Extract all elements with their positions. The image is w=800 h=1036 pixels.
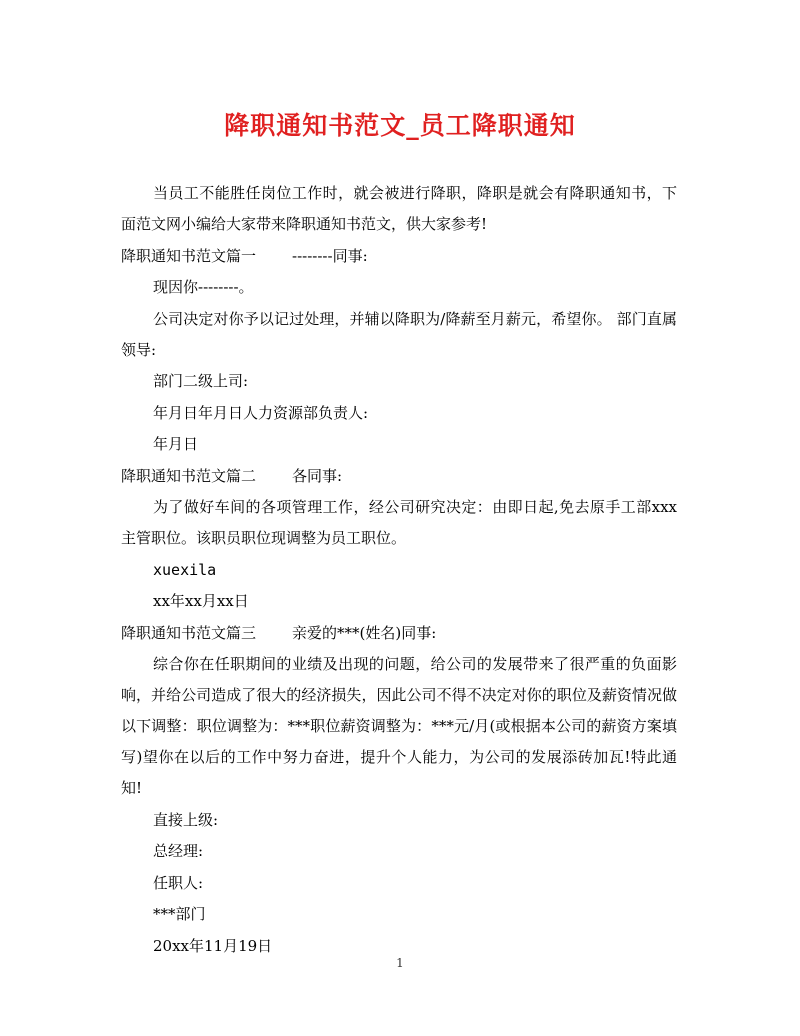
sample1-second-superior: 部门二级上司:: [153, 372, 249, 390]
sample2-heading-line: [121, 461, 677, 492]
sample1-heading-line: [121, 241, 677, 272]
sample1-reason: 现因你--------。: [153, 278, 254, 296]
page-number: 1: [396, 956, 404, 970]
sample3-heading-line: [121, 618, 677, 649]
sample3-body: 综合你在任职期间的业绩及出现的问题，给公司的发展带来了很严重的负面影响，并给公司造成了很大的经济损失，因此公司不得不决定对你的职位及薪资情况做以下调整：职位调整为：***职位薪资调整为：***元/月(或根据本公司的薪资方案填写)望你在以后的工作中努力奋进，提升个人能力，为公司的发展添砖加瓦!特此通知!: [121, 655, 677, 797]
document-body: [121, 178, 677, 962]
intro-paragraph: 当员工不能胜任岗位工作时，就会被进行降职，降职是就会有降职通知书，下面范文网小编给大家带来降职通知书范文，供大家参考!: [121, 184, 677, 233]
sample1-heading: 降职通知书范文篇一: [121, 246, 257, 265]
sample1-salutation: --------同事:: [292, 246, 368, 265]
sample3-general-manager: 总经理:: [153, 842, 204, 860]
sample3-date: 20xx年11月19日: [153, 936, 273, 955]
sample2-heading: 降职通知书范文篇二: [121, 466, 257, 485]
sample3-heading: 降职通知书范文篇三: [121, 623, 257, 642]
document-title: 降职通知书范文_员工降职通知: [224, 111, 576, 140]
sample3-department: ***部门: [153, 905, 206, 923]
sample2-signature: xuexila: [153, 560, 217, 579]
sample1-decision: 公司决定对你予以记过处理，并辅以降职为/降薪至月薪元，希望你。 部门直属领导:: [121, 309, 677, 359]
sample3-employee: 任职人:: [153, 873, 204, 892]
sample1-hr-sign: 年月日年月日人力资源部负责人:: [153, 403, 369, 422]
sample1-date: 年月日: [153, 435, 199, 453]
sample3-direct-superior: 直接上级:: [153, 810, 219, 829]
sample2-body: 为了做好车间的各项管理工作，经公司研究决定：由即日起,免去原手工部xxx主管职位。该职员职位现调整为员工职位。: [121, 498, 677, 547]
sample2-date: xx年xx月xx日: [153, 592, 249, 610]
sample3-salutation: 亲爱的***(姓名)同事:: [292, 623, 437, 642]
sample2-salutation: 各同事:: [292, 466, 343, 485]
